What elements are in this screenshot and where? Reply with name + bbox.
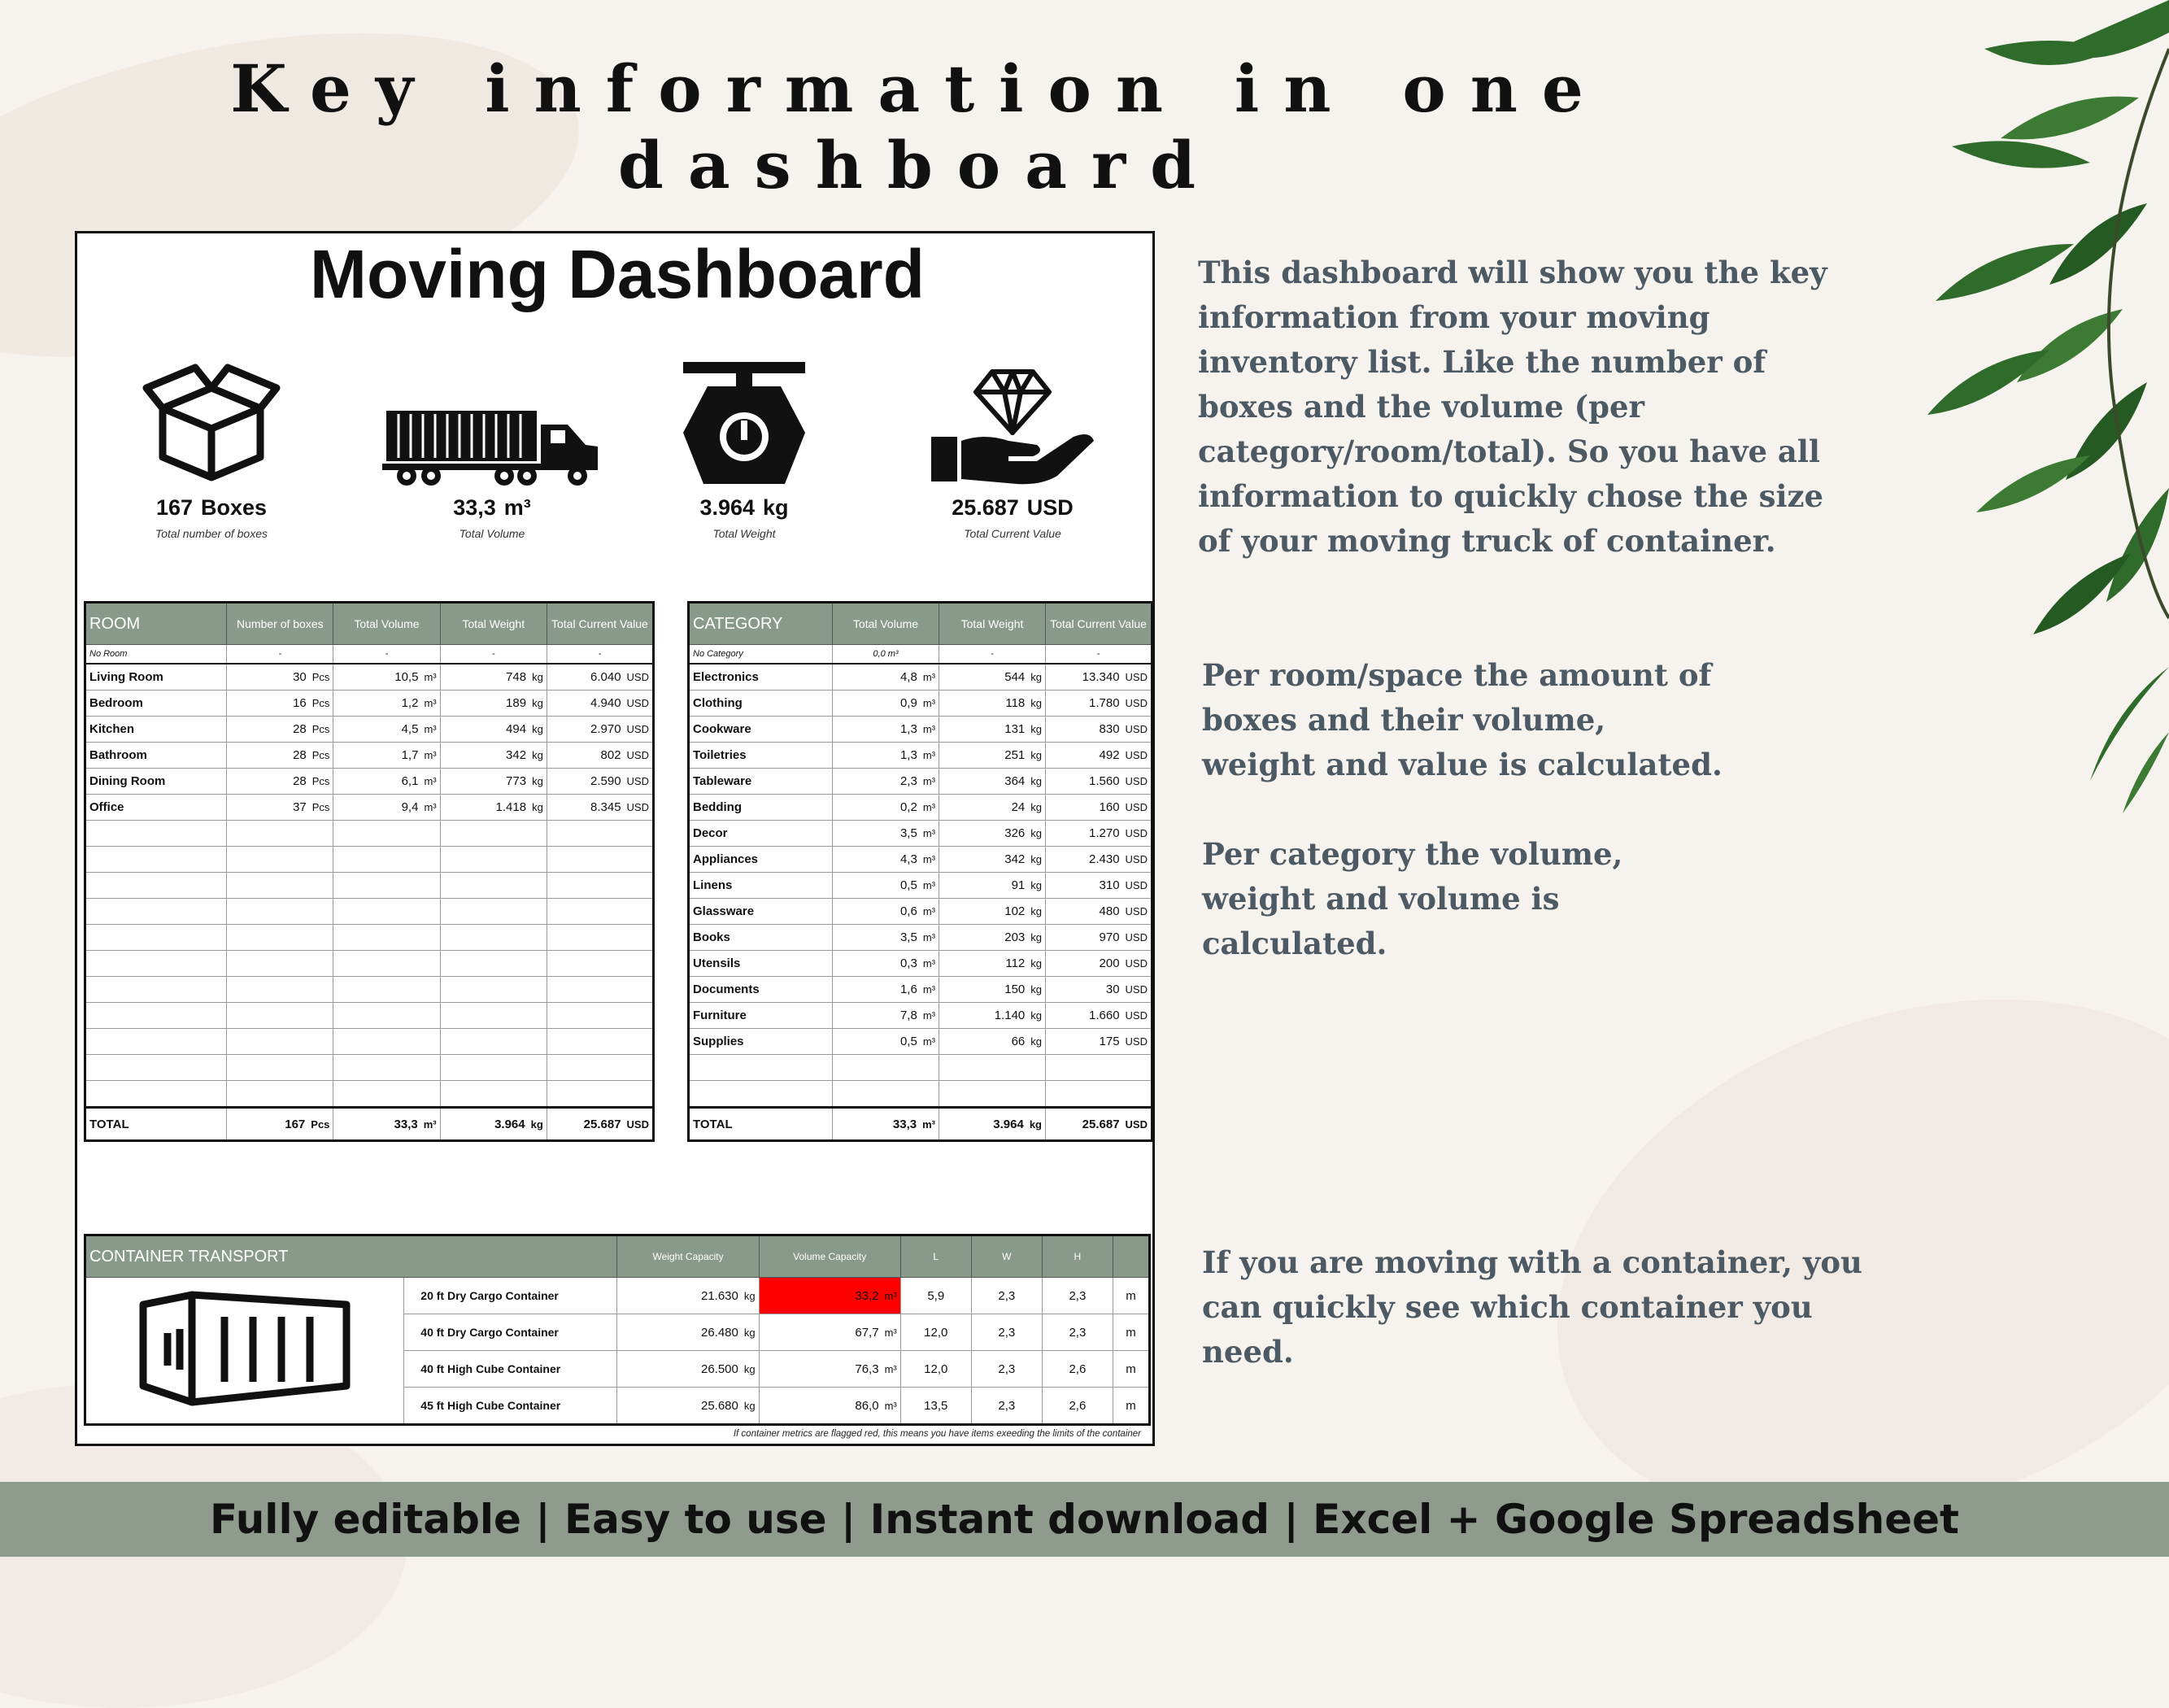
category-cell-name: Electronics (689, 664, 833, 691)
empty-cell (85, 1029, 227, 1055)
empty-cell (85, 1055, 227, 1081)
shipping-container-icon (135, 1288, 355, 1410)
table-row (85, 1278, 1150, 1314)
empty-cell (440, 899, 547, 925)
hand-diamond-icon (927, 355, 1098, 486)
empty-cell (333, 1029, 440, 1055)
room-cell-weight: 342 kg (440, 743, 547, 769)
container-cell-name: 45 ft High Cube Container (404, 1388, 617, 1425)
category-cell-name: Linens (689, 873, 833, 899)
empty-cell (440, 1029, 547, 1055)
room-cell-weight: - (440, 645, 547, 664)
empty-cell (227, 1055, 333, 1081)
container-cell-unit: m (1113, 1388, 1149, 1425)
container-cell-h: 2,6 (1042, 1388, 1113, 1425)
kpi-volume-unit: m³ (503, 495, 531, 520)
container-cell-h: 2,3 (1042, 1278, 1113, 1314)
category-cell-value: - (1046, 645, 1152, 664)
table-row-empty (689, 1081, 1152, 1108)
category-cell-name: Cookware (689, 717, 833, 743)
category-cell-volume: 0,5 m³ (833, 1029, 939, 1055)
table-row (689, 899, 1152, 925)
category-cell-weight: 118 kg (939, 691, 1046, 717)
empty-cell (1046, 1055, 1152, 1081)
table-row-empty (85, 1003, 654, 1029)
empty-cell (547, 847, 653, 873)
table-row (689, 821, 1152, 847)
category-cell-weight: 364 kg (939, 769, 1046, 795)
room-cell-boxes: 28 Pcs (227, 743, 333, 769)
table-row-no-category (689, 645, 1152, 664)
room-table (84, 601, 655, 1142)
category-header-value: Total Current Value (1046, 603, 1152, 645)
empty-cell (547, 821, 653, 847)
category-total-volume: 33,3 m³ (833, 1108, 939, 1141)
table-row-no-room (85, 645, 654, 664)
table-row (85, 743, 654, 769)
empty-cell (333, 847, 440, 873)
empty-cell (939, 1055, 1046, 1081)
category-cell-volume: 2,3 m³ (833, 769, 939, 795)
room-cell-value: 8.345 USD (547, 795, 653, 821)
table-row-total (85, 1108, 654, 1141)
empty-cell (333, 951, 440, 977)
category-total-value: 25.687 USD (1046, 1108, 1152, 1141)
table-row (689, 925, 1152, 951)
empty-cell (547, 1029, 653, 1055)
container-header-h: H (1042, 1235, 1113, 1278)
room-total-boxes: 167 Pcs (227, 1108, 333, 1141)
category-cell-name: Bedding (689, 795, 833, 821)
bottom-banner-text: Fully editable | Easy to use | Instant download | Excel + Google Spreadsheet (210, 1496, 1959, 1543)
room-cell-boxes: - (227, 645, 333, 664)
container-header-blank (1113, 1235, 1149, 1278)
description-per-room: Per room/space the amount of boxes and their volume, weight and value is calculated. (1202, 657, 1723, 782)
empty-cell (333, 899, 440, 925)
category-cell-value: 1.560 USD (1046, 769, 1152, 795)
category-cell-name: Utensils (689, 951, 833, 977)
kpi-volume-value: 33,3 (453, 495, 496, 520)
category-cell-weight: 24 kg (939, 795, 1046, 821)
category-cell-weight: 66 kg (939, 1029, 1046, 1055)
table-row-empty (85, 951, 654, 977)
category-cell-volume: 7,8 m³ (833, 1003, 939, 1029)
table-row (85, 717, 654, 743)
empty-cell (440, 1055, 547, 1081)
empty-cell (547, 1003, 653, 1029)
empty-cell (939, 1081, 1046, 1108)
table-row (689, 664, 1152, 691)
empty-cell (227, 1029, 333, 1055)
kpi-boxes-label: Total number of boxes (155, 527, 268, 540)
room-cell-name: Bedroom (85, 691, 227, 717)
container-header-l: L (900, 1235, 971, 1278)
category-cell-volume: 0,9 m³ (833, 691, 939, 717)
empty-cell (85, 873, 227, 899)
category-cell-weight: 326 kg (939, 821, 1046, 847)
empty-cell (333, 977, 440, 1003)
table-row-empty (85, 1081, 654, 1108)
category-header-category: CATEGORY (689, 603, 833, 645)
room-cell-volume: 1,7 m³ (333, 743, 440, 769)
container-cell-w: 2,3 (971, 1388, 1042, 1425)
room-cell-volume: 4,5 m³ (333, 717, 440, 743)
headline: Key information in one dashboard (230, 50, 1608, 203)
table-row-empty (85, 1055, 654, 1081)
empty-cell (547, 925, 653, 951)
category-cell-weight: 203 kg (939, 925, 1046, 951)
category-cell-value: 160 USD (1046, 795, 1152, 821)
empty-cell (689, 1055, 833, 1081)
empty-cell (85, 899, 227, 925)
empty-cell (333, 1003, 440, 1029)
kpi-value-value: 25.687 (952, 495, 1019, 520)
kpi-boxes-value: 167 (155, 495, 193, 520)
table-row (689, 951, 1152, 977)
description-dashboard: This dashboard will show you the key information from your moving inventory list. Like the number of boxes and the volume (per category/room/total). So you have all information to quickly chose the size of your moving truck of container. (1198, 255, 1827, 559)
table-row-total (689, 1108, 1152, 1141)
empty-cell (85, 821, 227, 847)
container-cell-volume: 76,3 m³ (759, 1351, 900, 1388)
room-cell-volume: 10,5 m³ (333, 664, 440, 691)
empty-cell (85, 951, 227, 977)
container-table (84, 1234, 1151, 1426)
room-cell-value: - (547, 645, 653, 664)
room-table-header (85, 603, 654, 645)
container-illustration-cell (85, 1278, 404, 1425)
category-cell-value: 13.340 USD (1046, 664, 1152, 691)
table-row (689, 977, 1152, 1003)
category-cell-volume: 0,2 m³ (833, 795, 939, 821)
category-cell-volume: 1,3 m³ (833, 743, 939, 769)
container-cell-w: 2,3 (971, 1278, 1042, 1314)
category-cell-name: Tableware (689, 769, 833, 795)
table-row-empty (85, 925, 654, 951)
kpi-value-label: Total Current Value (964, 527, 1061, 540)
container-cell-name: 40 ft Dry Cargo Container (404, 1314, 617, 1351)
container-cell-volume: 67,7 m³ (759, 1314, 900, 1351)
table-row-empty (85, 821, 654, 847)
room-cell-volume: 6,1 m³ (333, 769, 440, 795)
container-cell-w: 2,3 (971, 1314, 1042, 1351)
table-row (85, 769, 654, 795)
room-header-room: ROOM (85, 603, 227, 645)
category-cell-value: 310 USD (1046, 873, 1152, 899)
empty-cell (227, 1081, 333, 1108)
table-row (689, 1029, 1152, 1055)
container-table-header (85, 1235, 1150, 1278)
category-cell-weight: 544 kg (939, 664, 1046, 691)
category-cell-weight: 91 kg (939, 873, 1046, 899)
empty-cell (440, 1081, 547, 1108)
table-row (689, 691, 1152, 717)
empty-cell (227, 847, 333, 873)
room-cell-weight: 1.418 kg (440, 795, 547, 821)
category-cell-weight: 102 kg (939, 899, 1046, 925)
kpi-total-volume (382, 355, 602, 540)
room-cell-volume: - (333, 645, 440, 664)
category-cell-name: Appliances (689, 847, 833, 873)
table-row-empty (85, 873, 654, 899)
category-cell-weight: 1.140 kg (939, 1003, 1046, 1029)
category-cell-name: Clothing (689, 691, 833, 717)
container-cell-weight: 21.630 kg (617, 1278, 759, 1314)
scale-icon (675, 355, 813, 486)
room-cell-boxes: 37 Pcs (227, 795, 333, 821)
category-cell-value: 30 USD (1046, 977, 1152, 1003)
category-cell-value: 1.660 USD (1046, 1003, 1152, 1029)
room-header-boxes: Number of boxes (227, 603, 333, 645)
category-header-volume: Total Volume (833, 603, 939, 645)
category-cell-name: Glassware (689, 899, 833, 925)
empty-cell (85, 1081, 227, 1108)
category-cell-value: 1.270 USD (1046, 821, 1152, 847)
category-cell-volume: 0,3 m³ (833, 951, 939, 977)
table-row-empty (85, 847, 654, 873)
empty-cell (440, 847, 547, 873)
empty-cell (227, 1003, 333, 1029)
kpi-total-weight (647, 355, 842, 540)
room-cell-boxes: 28 Pcs (227, 769, 333, 795)
room-header-weight: Total Weight (440, 603, 547, 645)
empty-cell (547, 977, 653, 1003)
container-cell-name: 40 ft High Cube Container (404, 1351, 617, 1388)
room-total-name: TOTAL (85, 1108, 227, 1141)
empty-cell (547, 1081, 653, 1108)
room-cell-name: Office (85, 795, 227, 821)
category-total-name: TOTAL (689, 1108, 833, 1141)
room-cell-value: 4.940 USD (547, 691, 653, 717)
category-cell-name: Documents (689, 977, 833, 1003)
table-row (689, 769, 1152, 795)
room-header-value: Total Current Value (547, 603, 653, 645)
category-cell-value: 1.780 USD (1046, 691, 1152, 717)
container-cell-volume: 33,2 m³ (759, 1278, 900, 1314)
category-cell-value: 492 USD (1046, 743, 1152, 769)
container-cell-h: 2,6 (1042, 1351, 1113, 1388)
container-cell-unit: m (1113, 1278, 1149, 1314)
kpi-boxes-unit: Boxes (201, 495, 268, 520)
table-row (85, 795, 654, 821)
category-cell-name: Toiletries (689, 743, 833, 769)
dashboard-title: Moving Dashboard (309, 236, 926, 312)
kpi-total-value (915, 355, 1110, 540)
category-cell-volume: 1,3 m³ (833, 717, 939, 743)
container-header-volume: Volume Capacity (759, 1235, 900, 1278)
empty-cell (333, 1055, 440, 1081)
table-row (689, 743, 1152, 769)
room-total-weight: 3.964 kg (440, 1108, 547, 1141)
category-cell-name: Decor (689, 821, 833, 847)
room-cell-volume: 9,4 m³ (333, 795, 440, 821)
category-cell-volume: 4,3 m³ (833, 847, 939, 873)
truck-icon (382, 355, 602, 486)
category-cell-weight: 112 kg (939, 951, 1046, 977)
category-cell-name: No Category (689, 645, 833, 664)
empty-cell (85, 847, 227, 873)
room-cell-boxes: 16 Pcs (227, 691, 333, 717)
container-cell-name: 20 ft Dry Cargo Container (404, 1278, 617, 1314)
empty-cell (227, 821, 333, 847)
table-row (689, 873, 1152, 899)
container-header-title: CONTAINER TRANSPORT (85, 1235, 617, 1278)
room-cell-weight: 189 kg (440, 691, 547, 717)
table-row-empty (689, 1055, 1152, 1081)
room-cell-weight: 494 kg (440, 717, 547, 743)
category-cell-name: Books (689, 925, 833, 951)
category-cell-weight: 342 kg (939, 847, 1046, 873)
empty-cell (227, 873, 333, 899)
category-cell-value: 200 USD (1046, 951, 1152, 977)
container-cell-l: 12,0 (900, 1351, 971, 1388)
category-cell-volume: 4,8 m³ (833, 664, 939, 691)
empty-cell (547, 951, 653, 977)
container-header-weight: Weight Capacity (617, 1235, 759, 1278)
empty-cell (833, 1055, 939, 1081)
room-cell-weight: 773 kg (440, 769, 547, 795)
category-cell-volume: 3,5 m³ (833, 925, 939, 951)
table-row (85, 664, 654, 691)
open-box-icon (142, 355, 281, 486)
empty-cell (85, 977, 227, 1003)
empty-cell (227, 977, 333, 1003)
room-cell-value: 802 USD (547, 743, 653, 769)
empty-cell (440, 925, 547, 951)
empty-cell (440, 821, 547, 847)
category-total-weight: 3.964 kg (939, 1108, 1046, 1141)
category-cell-name: Furniture (689, 1003, 833, 1029)
container-cell-l: 12,0 (900, 1314, 971, 1351)
container-cell-weight: 25.680 kg (617, 1388, 759, 1425)
table-row (689, 795, 1152, 821)
empty-cell (689, 1081, 833, 1108)
category-header-weight: Total Weight (939, 603, 1046, 645)
category-cell-volume: 3,5 m³ (833, 821, 939, 847)
empty-cell (440, 951, 547, 977)
empty-cell (547, 1055, 653, 1081)
container-cell-unit: m (1113, 1351, 1149, 1388)
kpi-weight-unit: kg (763, 495, 789, 520)
kpi-volume-label: Total Volume (459, 527, 525, 540)
category-cell-name: Supplies (689, 1029, 833, 1055)
room-total-value: 25.687 USD (547, 1108, 653, 1141)
category-cell-weight: 131 kg (939, 717, 1046, 743)
room-cell-weight: 748 kg (440, 664, 547, 691)
category-cell-value: 2.430 USD (1046, 847, 1152, 873)
empty-cell (85, 1003, 227, 1029)
table-row-empty (85, 899, 654, 925)
category-cell-weight: 251 kg (939, 743, 1046, 769)
room-cell-name: Dining Room (85, 769, 227, 795)
room-cell-name: Bathroom (85, 743, 227, 769)
empty-cell (440, 1003, 547, 1029)
empty-cell (85, 925, 227, 951)
empty-cell (333, 821, 440, 847)
container-cell-w: 2,3 (971, 1351, 1042, 1388)
room-cell-value: 2.970 USD (547, 717, 653, 743)
description-per-category: Per category the volume, weight and volume is calculated. (1202, 836, 1623, 961)
room-cell-boxes: 28 Pcs (227, 717, 333, 743)
container-cell-weight: 26.500 kg (617, 1351, 759, 1388)
room-cell-name: Living Room (85, 664, 227, 691)
description-container: If you are moving with a container, you can quickly see which container you need. (1202, 1244, 1862, 1370)
category-table-header (689, 603, 1152, 645)
table-row (689, 847, 1152, 873)
plant-leaves-decoration (1846, 0, 2169, 821)
container-cell-weight: 26.480 kg (617, 1314, 759, 1351)
category-cell-weight: 150 kg (939, 977, 1046, 1003)
kpi-value-unit: USD (1026, 495, 1074, 520)
category-cell-volume: 0,6 m³ (833, 899, 939, 925)
empty-cell (440, 977, 547, 1003)
table-row (85, 691, 654, 717)
empty-cell (547, 899, 653, 925)
category-cell-value: 830 USD (1046, 717, 1152, 743)
empty-cell (547, 873, 653, 899)
room-cell-name: No Room (85, 645, 227, 664)
empty-cell (833, 1081, 939, 1108)
room-cell-name: Kitchen (85, 717, 227, 743)
container-cell-unit: m (1113, 1314, 1149, 1351)
category-cell-volume: 0,5 m³ (833, 873, 939, 899)
category-table (687, 601, 1153, 1142)
empty-cell (333, 925, 440, 951)
empty-cell (1046, 1081, 1152, 1108)
empty-cell (227, 951, 333, 977)
container-cell-h: 2,3 (1042, 1314, 1113, 1351)
room-header-volume: Total Volume (333, 603, 440, 645)
category-cell-value: 480 USD (1046, 899, 1152, 925)
container-flag-note: If container metrics are flagged red, this means you have items exeeding the limits of the container (733, 1429, 1141, 1439)
kpi-weight-label: Total Weight (712, 527, 776, 540)
moving-dashboard-sheet (75, 231, 1155, 1446)
category-cell-value: 175 USD (1046, 1029, 1152, 1055)
container-cell-l: 5,9 (900, 1278, 971, 1314)
container-cell-volume: 86,0 m³ (759, 1388, 900, 1425)
empty-cell (227, 899, 333, 925)
category-cell-weight: - (939, 645, 1046, 664)
empty-cell (440, 873, 547, 899)
bottom-banner (0, 1482, 2169, 1557)
room-cell-boxes: 30 Pcs (227, 664, 333, 691)
room-cell-value: 6.040 USD (547, 664, 653, 691)
empty-cell (333, 873, 440, 899)
table-row (689, 717, 1152, 743)
room-cell-volume: 1,2 m³ (333, 691, 440, 717)
empty-cell (227, 925, 333, 951)
room-total-volume: 33,3 m³ (333, 1108, 440, 1141)
table-row (689, 1003, 1152, 1029)
empty-cell (333, 1081, 440, 1108)
kpi-weight-value: 3.964 (699, 495, 756, 520)
room-cell-value: 2.590 USD (547, 769, 653, 795)
kpi-total-boxes (114, 355, 309, 540)
category-cell-volume: 0,0 m³ (833, 645, 939, 664)
container-cell-l: 13,5 (900, 1388, 971, 1425)
category-cell-value: 970 USD (1046, 925, 1152, 951)
category-cell-volume: 1,6 m³ (833, 977, 939, 1003)
table-row-empty (85, 1029, 654, 1055)
table-row-empty (85, 977, 654, 1003)
container-header-w: W (971, 1235, 1042, 1278)
